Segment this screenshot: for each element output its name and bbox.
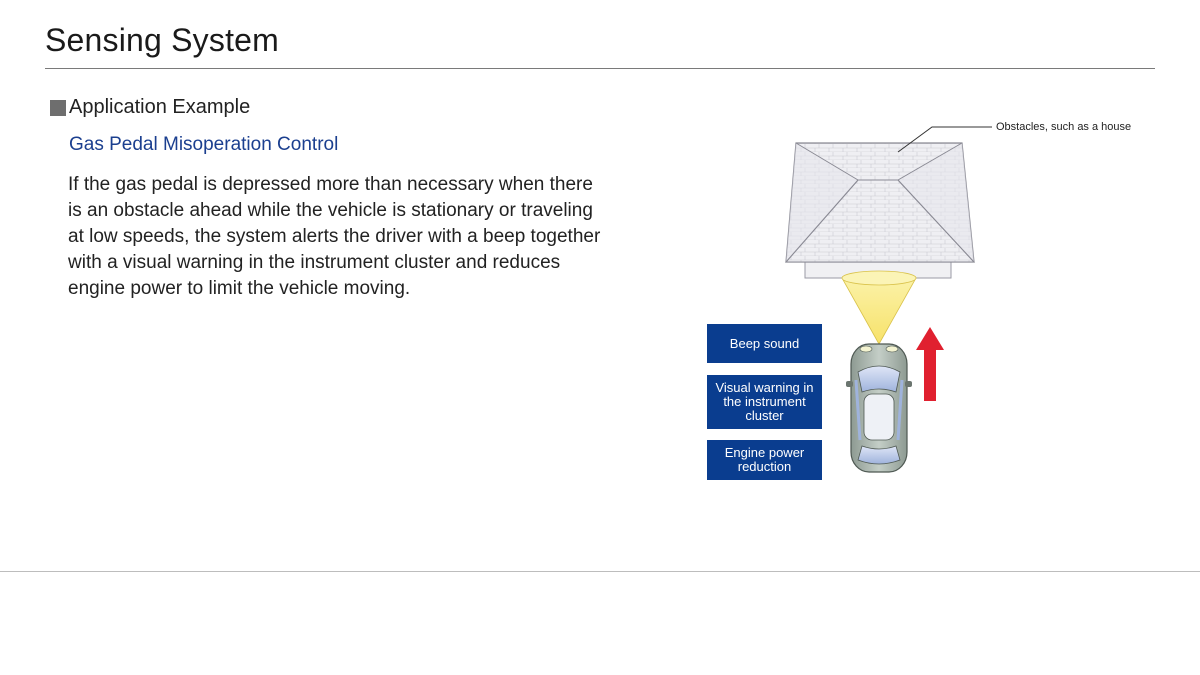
feature-subheading: Gas Pedal Misoperation Control	[69, 134, 339, 155]
house-obstacle	[786, 143, 974, 278]
alert-box-beep	[707, 324, 822, 363]
alert-box-label: Beep sound	[729, 335, 800, 351]
sensor-beam	[842, 271, 916, 344]
section-heading	[50, 96, 250, 119]
vehicle-top-view	[846, 344, 912, 472]
section-heading-label: Application Example	[69, 96, 251, 118]
square-bullet-icon	[50, 100, 66, 116]
title-divider	[45, 68, 1155, 69]
feature-description: If the gas pedal is depressed more than necessary when there is an obstacle ahead while the vehicle is stationary or traveling at low speeds, the system alerts the driver with a beep together with a visual warning in the instrument cluster and reduces engine power to limit the vehicle moving.	[68, 174, 601, 299]
forward-arrow-icon	[916, 327, 944, 401]
alert-box-label: Visual warning in the instrument cluster	[715, 380, 814, 423]
alert-box-label: Engine power reduction	[724, 445, 805, 474]
obstacle-label: Obstacles, such as a house	[996, 121, 1132, 133]
alert-box-visual-warning	[707, 375, 822, 429]
sensing-diagram	[700, 110, 1160, 490]
page-title: Sensing System	[45, 22, 280, 58]
footer-divider	[0, 571, 1200, 572]
alert-box-engine-power	[707, 440, 822, 480]
